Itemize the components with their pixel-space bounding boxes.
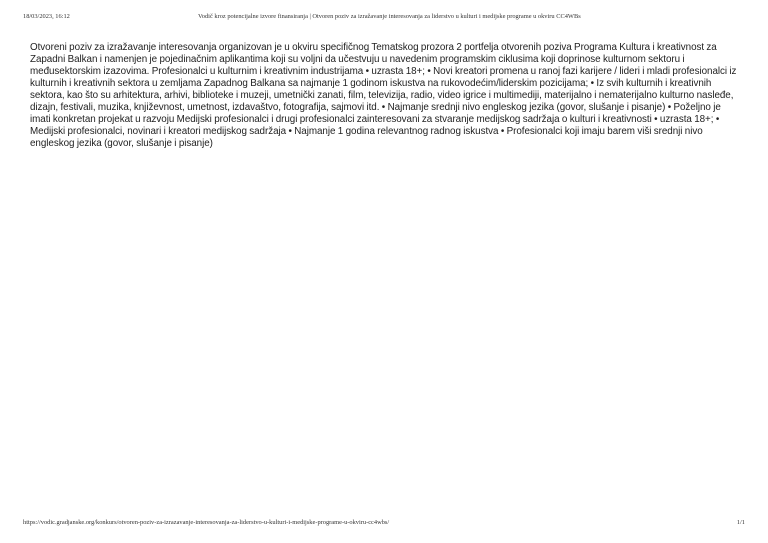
print-header xyxy=(23,13,745,25)
main-content xyxy=(30,42,742,150)
print-footer xyxy=(23,519,745,531)
page-url: https://vodic.gradjanske.org/konkurs/otvoren-poziv-za-izrazavanje-interesovanja-za-liderstvo-u-kulturi-i-medijske-programe-u-okviru-cc4wbs/ xyxy=(23,519,390,526)
body-paragraph: Otvoreni poziv za izražavanje interesovanja organizovan je u okviru specifičnog Tematskog prozora 2 portfelja otvorenih poziva Programa Kultura i kreativnost za Zapadni Balkan i namenjen je pojedinačnim aplikantima koji su voljni da učestvuju u navedenim programskim ciklusima koji doprinose kulturnom sektoru i međusektorskim izazovima. Profesionalci u kulturnim i kreativnim industrijama • uzrasta 18+; • Novi kreatori promena u ranoj fazi karijere / lideri i mladi profesionalci iz kulturnih i kreativnih sektora u zemljama Zapadnog Balkana sa najmanje 1 godinom iskustva na rukovodećim/liderskim pozicijama; • Iz svih kulturnih i kreativnih sektora, kao što su arhitektura, arhivi, biblioteke i muzeji, umetnički zanati, film, televizija, radio, video igrice i multimediji, materijalno i nematerijalno kulturno nasleđe, dizajn, festivali, muzika, književnost, umetnost, izdavaštvo, fotografija, sajmovi itd. • Najmanje srednji nivo engleskog jezika (govor, slušanje i pisanje) • Poželjno je imati konkretan projekat u razvoju Medijski profesionalci i drugi profesionalci zainteresovani za stvaranje medijskog sadržaja o kulturi i kreativnosti • uzrasta 18+; • Medijski profesionalci, novinari i kreatori medijskog sadržaja • Najmanje 1 godina relevantnog radnog iskustva • Profesionalci koji imaju barem viši srednji nivo engleskog jezika (govor, slušanje i pisanje) xyxy=(30,42,737,150)
print-timestamp: 18/03/2023, 16:12 xyxy=(23,13,70,20)
page-number: 1/1 xyxy=(736,519,745,526)
document-title: Vodič kroz potencijalne izvore finansiranja | Otvoren poziv za izražavanje interesovanja za liderstvo u kulturi i medijske programe u okviru CC4WBs xyxy=(198,13,581,20)
